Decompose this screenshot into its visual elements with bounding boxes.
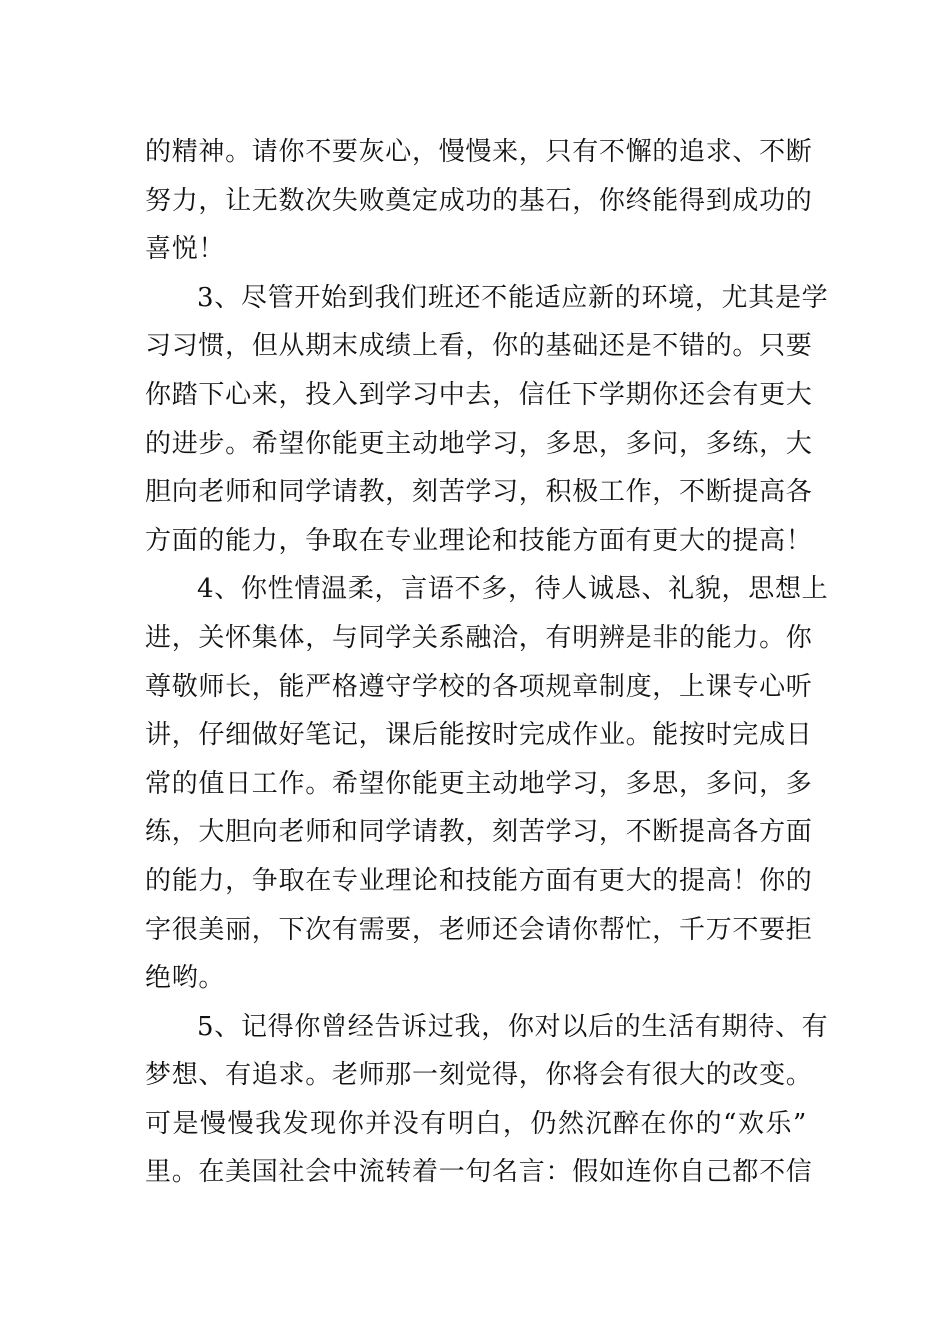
text-line: 常的值日工作。希望你能更主动地学习，多思，多问，多 <box>145 768 813 799</box>
text-line: 绝哟。 <box>145 963 226 994</box>
text-line: 的能力，争取在专业理论和技能方面有更大的提高！你的 <box>145 865 813 896</box>
text-line: 尊敬师长，能严格遵守学校的各项规章制度，上课专心听 <box>145 671 813 702</box>
text-line: 里。在美国社会中流转着一句名言：假如连你自己都不信 <box>145 1157 813 1188</box>
text-line: 努力，让无数次失败奠定成功的基石，你终能得到成功的 <box>145 185 813 216</box>
text-line: 方面的能力，争取在专业理论和技能方面有更大的提高！ <box>145 525 813 556</box>
paragraph-3-first-line: 3、尽管开始到我们班还不能适应新的环境，尤其是学 <box>197 282 829 313</box>
text-line: 字很美丽，下次有需要，老师还会请你帮忙，千万不要拒 <box>145 914 813 945</box>
text-line: 可是慢慢我发现你并没有明白，仍然沉醉在你的“欢乐” <box>145 1108 807 1139</box>
text-line: 讲，仔细做好笔记，课后能按时完成作业。能按时完成日 <box>145 720 813 751</box>
paragraph-5-first-line: 5、记得你曾经告诉过我，你对以后的生活有期待、有 <box>197 1011 829 1042</box>
text-line: 胆向老师和同学请教，刻苦学习，积极工作，不断提高各 <box>145 477 813 508</box>
text-line: 的精神。请你不要灰心，慢慢来，只有不懈的追求、不断 <box>145 137 813 167</box>
text-line: 习习惯，但从期末成绩上看，你的基础还是不错的。只要 <box>145 331 813 362</box>
text-line: 练，大胆向老师和同学请教，刻苦学习，不断提高各方面 <box>145 817 813 848</box>
text-line: 进，关怀集体，与同学关系融洽，有明辨是非的能力。你 <box>145 622 813 653</box>
text-line: 梦想、有追求。老师那一刻觉得，你将会有很大的改变。 <box>145 1060 813 1091</box>
paragraph-4-first-line: 4、你性情温柔，言语不多，待人诚恳、礼貌，思想上 <box>197 574 829 605</box>
text-line: 你踏下心来，投入到学习中去，信任下学期你还会有更大 <box>145 379 813 410</box>
text-line: 喜悦！ <box>145 234 226 265</box>
document-body <box>145 128 829 1197</box>
text-line: 的进步。希望你能更主动地学习，多思，多问，多练，大 <box>145 428 813 459</box>
